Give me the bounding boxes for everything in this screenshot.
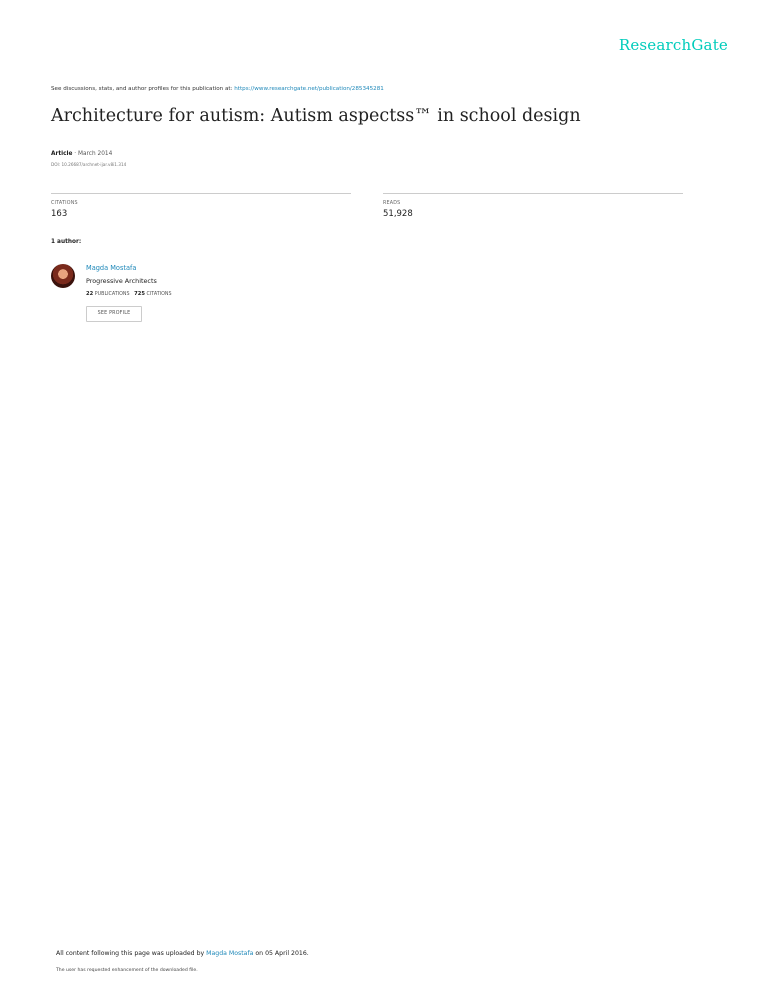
reads-value: 51,928 [383, 209, 413, 219]
upload-suffix: on 05 April 2016. [253, 950, 309, 957]
author-citations-label: CITATIONS [144, 292, 172, 297]
citations-label: CITATIONS [51, 201, 78, 206]
upload-prefix: All content following this page was uploaded by [56, 950, 207, 957]
citations-divider [51, 193, 351, 194]
citations-count: 725 [134, 291, 145, 297]
publication-type: Article [51, 151, 73, 157]
publication-title: Architecture for autism: Autism aspectss™ in school design [51, 106, 581, 126]
reads-label: READS [383, 201, 401, 206]
publication-link[interactable]: https://www.researchgate.net/publication/285345281 [234, 86, 384, 92]
author-name-link[interactable]: Magda Mostafa [86, 264, 137, 272]
see-profile-button[interactable]: SEE PROFILE [86, 306, 142, 322]
author-affiliation: Progressive Architects [86, 277, 157, 285]
discussion-line [51, 86, 384, 92]
authors-label: 1 author: [51, 239, 82, 245]
publications-label: PUBLICATIONS [93, 292, 130, 297]
upload-notice [56, 950, 309, 957]
meta-separator: · [72, 151, 78, 157]
discussion-text: See discussions, stats, and author profiles for this publication at: [51, 86, 235, 92]
publications-count: 22 [86, 291, 94, 297]
publication-doi: DOI: 10.26687/archnet-ijar.v8i1.314 [51, 162, 127, 167]
publication-date: March 2014 [78, 151, 113, 157]
uploader-link[interactable]: Magda Mostafa [206, 950, 254, 957]
researchgate-logo[interactable]: ResearchGate [618, 36, 728, 54]
author-avatar[interactable] [51, 264, 75, 288]
author-counts [86, 291, 172, 297]
publication-meta [51, 151, 112, 157]
citations-value: 163 [51, 209, 68, 219]
enhancement-request-note: The user has requested enhancement of the downloaded file. [56, 968, 198, 973]
reads-divider [383, 193, 683, 194]
